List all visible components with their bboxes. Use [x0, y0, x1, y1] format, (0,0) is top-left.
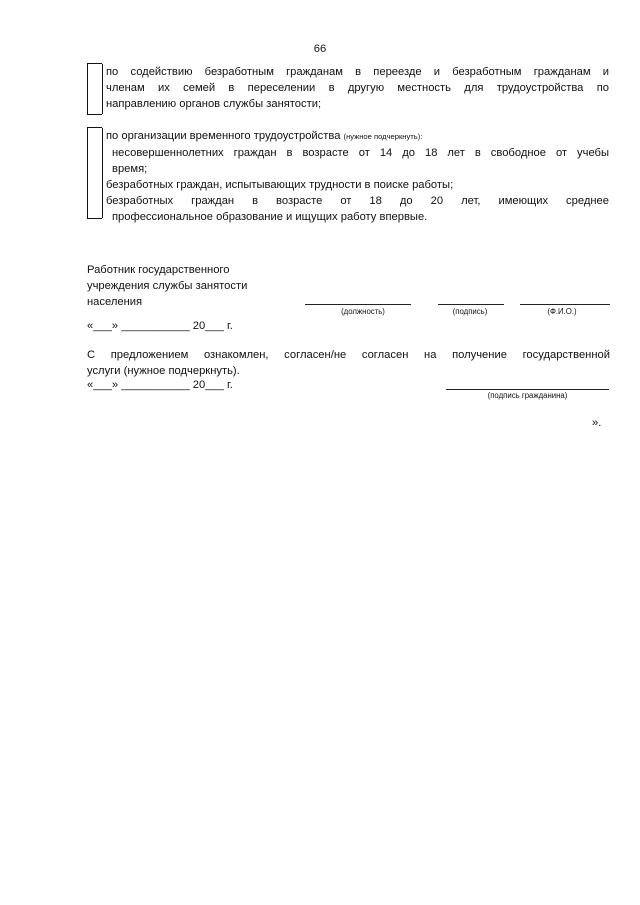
- name-field[interactable]: [520, 304, 610, 305]
- consent-text: [87, 347, 610, 379]
- page-number: 66: [313, 43, 327, 55]
- caption-position: (должность): [341, 307, 385, 316]
- temporary-item: время;: [112, 163, 148, 175]
- position-field[interactable]: [305, 304, 411, 305]
- option-relocation: [106, 64, 609, 112]
- signature-field[interactable]: [438, 304, 504, 305]
- caption-citizen-signature: (подпись гражданина): [487, 391, 568, 400]
- citizen-signature-field[interactable]: [446, 389, 609, 390]
- closing-mark: ».: [592, 417, 602, 429]
- caption-name: (Ф.И.О.): [547, 307, 577, 316]
- option-temporary-heading: по организации временного трудоустройства (нужное подчеркнуть):: [106, 130, 423, 142]
- caption-signature: (подпись): [452, 307, 488, 316]
- checkbox-temporary-employment[interactable]: [87, 127, 102, 219]
- consent-line: услуги (нужное подчеркнуть).: [87, 365, 240, 377]
- temporary-item: профессиональное образование и ищущих работу впервые.: [112, 211, 428, 223]
- worker-label: [87, 262, 247, 310]
- option-relocation-line: направлению органов службы занятости;: [106, 98, 322, 110]
- consent-date[interactable]: «___» ___________ 20___ г.: [87, 379, 233, 391]
- worker-label-line: учреждения службы занятости: [87, 280, 248, 292]
- option-relocation-line: по содействию безработным гражданам в переезде и безработным гражданам и: [106, 66, 609, 78]
- worker-label-line: Работник государственного: [87, 264, 230, 276]
- consent-line: С предложением ознакомлен, согласен/не согласен на получение государственной: [87, 349, 610, 361]
- worker-label-line: населения: [87, 296, 143, 308]
- temporary-item: безработных граждан, испытывающих трудности в поиске работы;: [106, 179, 454, 191]
- heading-note: (нужное подчеркнуть):: [343, 132, 423, 141]
- option-relocation-line: членам их семей в переселении в другую местность для трудоустройства по: [106, 82, 609, 94]
- temporary-item: несовершеннолетних граждан в возрасте от 14 до 18 лет в свободное от учебы: [112, 147, 609, 159]
- option-temporary-employment: [106, 128, 609, 225]
- temporary-item: безработных граждан в возрасте от 18 до 20 лет, имеющих среднее: [106, 195, 609, 207]
- worker-date[interactable]: «___» ___________ 20___ г.: [87, 320, 233, 332]
- checkbox-relocation[interactable]: [87, 63, 102, 115]
